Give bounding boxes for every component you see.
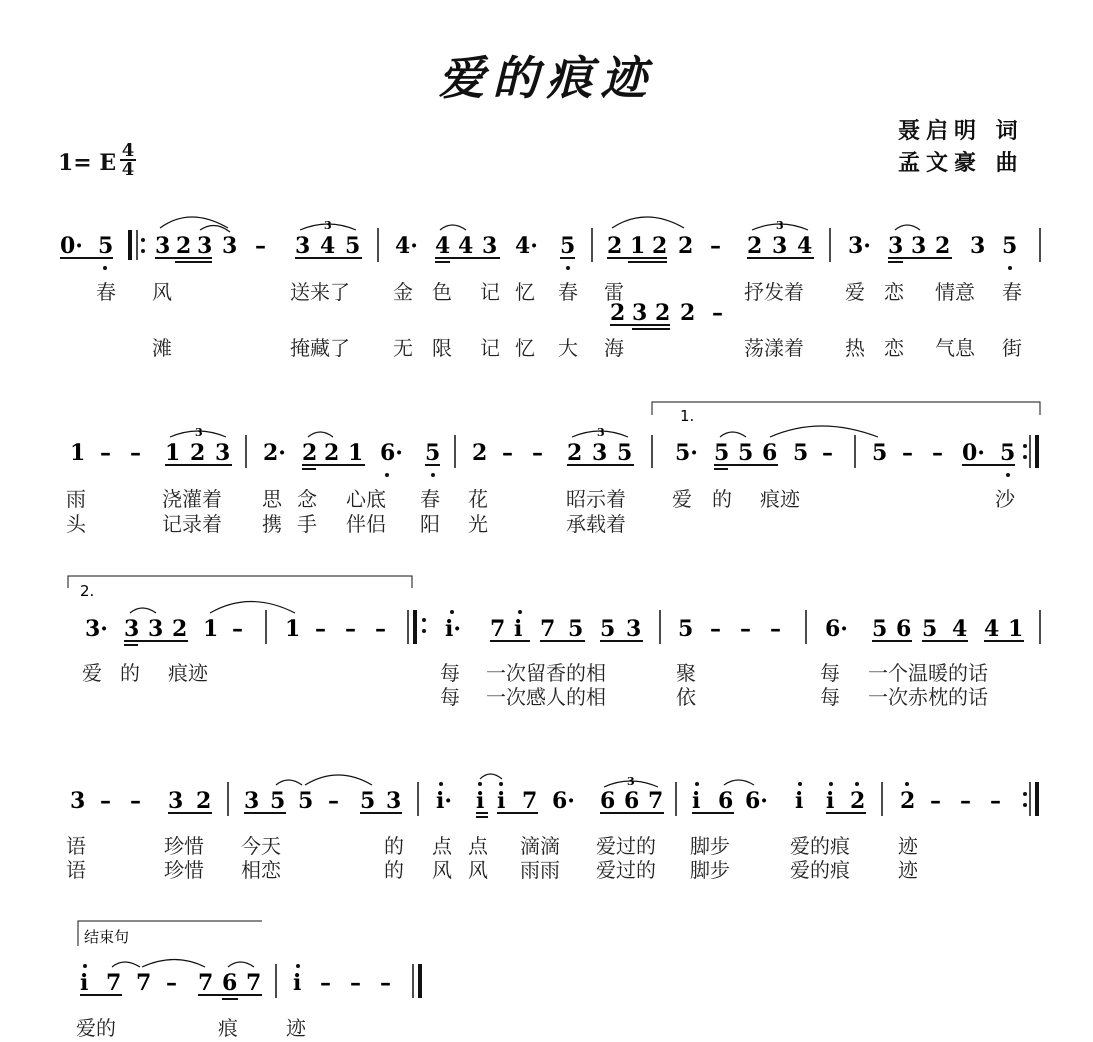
svg-text:5: 5 bbox=[617, 440, 633, 466]
svg-text:–: – bbox=[930, 788, 941, 814]
svg-text:3·: 3· bbox=[85, 616, 108, 642]
lyric: 花 bbox=[468, 487, 488, 511]
svg-text:5: 5 bbox=[738, 440, 754, 466]
svg-text:3: 3 bbox=[482, 233, 498, 259]
svg-text:2: 2 bbox=[652, 233, 668, 259]
svg-text:3: 3 bbox=[215, 440, 231, 466]
lyric: 一次赤枕的话 bbox=[868, 685, 988, 709]
lyric: 恋 bbox=[884, 336, 904, 360]
lyric: 一次感人的相 bbox=[486, 685, 606, 709]
svg-text:3: 3 bbox=[772, 233, 788, 259]
svg-text:i: i bbox=[795, 788, 804, 814]
lyric: 雷 bbox=[604, 280, 624, 304]
svg-text:–: – bbox=[740, 616, 751, 642]
svg-text:3: 3 bbox=[970, 233, 986, 259]
svg-text:3: 3 bbox=[155, 233, 171, 259]
svg-text:3: 3 bbox=[597, 426, 605, 439]
svg-text:2: 2 bbox=[172, 616, 188, 642]
lyric: 抒发着 bbox=[744, 280, 804, 304]
lyric: 念 bbox=[297, 487, 317, 511]
system-4-notes bbox=[70, 774, 1037, 817]
svg-text:5: 5 bbox=[714, 440, 730, 466]
lyric: 送来了 bbox=[290, 280, 350, 304]
lyric: 阳 bbox=[420, 512, 440, 536]
lyric: 雨 bbox=[66, 487, 86, 511]
svg-text:–: – bbox=[255, 233, 266, 259]
lyric: 恋 bbox=[884, 280, 904, 304]
lyric: 昭示着 bbox=[566, 487, 626, 511]
svg-text:–: – bbox=[100, 788, 111, 814]
system-3-notes bbox=[68, 576, 1040, 645]
lyric: 爱的 bbox=[76, 1016, 116, 1040]
lyric: 迹 bbox=[898, 834, 918, 858]
svg-text:2: 2 bbox=[176, 233, 192, 259]
lyric: 滴滴 bbox=[520, 834, 560, 858]
svg-text:–: – bbox=[166, 970, 177, 996]
lyric: 聚 bbox=[676, 661, 696, 685]
lyric: 一次留香的相 bbox=[486, 661, 606, 685]
svg-text:3: 3 bbox=[632, 300, 648, 326]
key-signature: 1= E bbox=[58, 150, 117, 176]
lyric: 头 bbox=[66, 512, 86, 536]
svg-text:–: – bbox=[375, 616, 386, 642]
lyric: 无 bbox=[393, 336, 413, 360]
svg-text:2·: 2· bbox=[263, 440, 286, 466]
svg-text:2: 2 bbox=[850, 788, 866, 814]
svg-text:6·: 6· bbox=[825, 616, 848, 642]
svg-text:3: 3 bbox=[222, 233, 238, 259]
lyric: 手 bbox=[297, 512, 317, 536]
lyric: 脚步 bbox=[690, 858, 730, 882]
lyric: 掩藏了 bbox=[290, 336, 350, 360]
svg-text:–: – bbox=[710, 616, 721, 642]
svg-text:4: 4 bbox=[435, 233, 451, 259]
svg-text:3: 3 bbox=[124, 616, 140, 642]
svg-text:1: 1 bbox=[285, 616, 301, 642]
lyric: 海 bbox=[604, 336, 624, 360]
svg-text:5: 5 bbox=[1002, 233, 1018, 259]
svg-text:6: 6 bbox=[718, 788, 734, 814]
song-title: 爱的痕迹 bbox=[438, 51, 655, 105]
lyric: 迹 bbox=[898, 858, 918, 882]
svg-text:i·: i· bbox=[445, 616, 462, 642]
svg-text:–: – bbox=[130, 440, 141, 466]
coda-label: 结束句 bbox=[84, 928, 130, 946]
lyric: 爱过的 bbox=[596, 858, 656, 882]
lyric: 爱的痕 bbox=[790, 858, 850, 882]
svg-text:2: 2 bbox=[678, 233, 694, 259]
svg-text:3: 3 bbox=[888, 233, 904, 259]
lyric: 风 bbox=[468, 858, 488, 882]
time-sig-bottom: 4 bbox=[121, 159, 135, 180]
time-sig-top: 4 bbox=[121, 140, 135, 161]
svg-text:4·: 4· bbox=[515, 233, 538, 259]
lyric: 大 bbox=[558, 336, 578, 360]
svg-text:–: – bbox=[770, 616, 781, 642]
svg-text:1: 1 bbox=[630, 233, 646, 259]
svg-text:2: 2 bbox=[190, 440, 206, 466]
svg-text:i: i bbox=[514, 616, 523, 642]
lyric: 爱 bbox=[82, 661, 102, 685]
lyric: 滩 bbox=[152, 336, 172, 360]
lyric: 语 bbox=[66, 858, 86, 882]
svg-text:1: 1 bbox=[348, 440, 364, 466]
lyric: 珍惜 bbox=[164, 834, 204, 858]
svg-text:5: 5 bbox=[600, 616, 616, 642]
svg-text:3: 3 bbox=[244, 788, 260, 814]
svg-text:3: 3 bbox=[386, 788, 402, 814]
svg-text:7: 7 bbox=[490, 616, 506, 642]
system-5-notes bbox=[78, 921, 420, 999]
svg-text:4: 4 bbox=[320, 233, 336, 259]
lyric: 语 bbox=[66, 834, 86, 858]
svg-text:3: 3 bbox=[70, 788, 86, 814]
svg-text:3: 3 bbox=[168, 788, 184, 814]
svg-text:5: 5 bbox=[298, 788, 314, 814]
svg-text:–: – bbox=[960, 788, 971, 814]
system-1-notes bbox=[60, 217, 1040, 329]
lyric: 的 bbox=[712, 487, 732, 511]
svg-text:–: – bbox=[710, 233, 721, 259]
svg-text:–: – bbox=[532, 440, 543, 466]
lyric: 气息 bbox=[935, 336, 975, 360]
svg-text:6: 6 bbox=[762, 440, 778, 466]
svg-text:–: – bbox=[990, 788, 1001, 814]
svg-text:3: 3 bbox=[148, 616, 164, 642]
lyric: 每 bbox=[820, 685, 840, 709]
svg-text:–: – bbox=[130, 788, 141, 814]
svg-text:2: 2 bbox=[324, 440, 340, 466]
svg-text:4: 4 bbox=[797, 233, 813, 259]
svg-text:6: 6 bbox=[600, 788, 616, 814]
svg-text:3·: 3· bbox=[848, 233, 871, 259]
lyric: 痕迹 bbox=[760, 487, 800, 511]
svg-text:6·: 6· bbox=[552, 788, 575, 814]
lyric: 街 bbox=[1002, 336, 1022, 360]
lyric: 珍惜 bbox=[164, 858, 204, 882]
svg-text:2: 2 bbox=[747, 233, 763, 259]
svg-text:–: – bbox=[350, 970, 361, 996]
lyric: 限 bbox=[432, 336, 452, 360]
lyric: 一个温暖的话 bbox=[868, 661, 988, 685]
svg-text:5: 5 bbox=[1000, 440, 1016, 466]
svg-text:2: 2 bbox=[567, 440, 583, 466]
lyric: 爱 bbox=[845, 280, 865, 304]
lyric: 脚步 bbox=[690, 834, 730, 858]
svg-text:5: 5 bbox=[360, 788, 376, 814]
svg-text:2: 2 bbox=[900, 788, 916, 814]
lyric: 春 bbox=[1002, 280, 1022, 304]
lyric: 每 bbox=[820, 661, 840, 685]
lyric: 心底 bbox=[346, 487, 386, 511]
svg-text:6: 6 bbox=[222, 970, 238, 996]
svg-text:6: 6 bbox=[624, 788, 640, 814]
lyric: 的 bbox=[384, 858, 404, 882]
lyric: 春 bbox=[96, 280, 116, 304]
lyric: 记录着 bbox=[162, 512, 222, 536]
svg-text:2: 2 bbox=[655, 300, 671, 326]
svg-text:i: i bbox=[293, 970, 302, 996]
svg-text:4·: 4· bbox=[395, 233, 418, 259]
lyric: 每 bbox=[440, 685, 460, 709]
lyric: 金 bbox=[393, 280, 413, 304]
svg-text:–: – bbox=[320, 970, 331, 996]
svg-text:1: 1 bbox=[1008, 616, 1024, 642]
lyric: 春 bbox=[558, 280, 578, 304]
lyric: 浇灌着 bbox=[162, 487, 222, 511]
lyric: 痕迹 bbox=[168, 661, 208, 685]
lyric: 春 bbox=[420, 487, 440, 511]
svg-text:i: i bbox=[80, 970, 89, 996]
svg-text:7: 7 bbox=[198, 970, 214, 996]
svg-text:6·: 6· bbox=[745, 788, 768, 814]
lyric: 风 bbox=[152, 280, 172, 304]
svg-text:7: 7 bbox=[648, 788, 664, 814]
svg-text:–: – bbox=[232, 616, 243, 642]
lyric: 爱过的 bbox=[596, 834, 656, 858]
lyric: 点 bbox=[432, 834, 452, 858]
lyric: 伴侣 bbox=[346, 512, 386, 536]
svg-text:–: – bbox=[502, 440, 513, 466]
svg-text:1: 1 bbox=[165, 440, 181, 466]
lyric: 迹 bbox=[286, 1016, 306, 1040]
svg-text:2: 2 bbox=[196, 788, 212, 814]
svg-text:7: 7 bbox=[540, 616, 556, 642]
svg-text:5: 5 bbox=[270, 788, 286, 814]
lyric: 情意 bbox=[935, 280, 975, 304]
svg-text:3: 3 bbox=[592, 440, 608, 466]
lyric: 思 bbox=[262, 487, 282, 511]
lyric: 雨雨 bbox=[520, 858, 560, 882]
svg-text:2: 2 bbox=[607, 233, 623, 259]
lyric: 的 bbox=[120, 661, 140, 685]
lyric: 痕 bbox=[218, 1016, 238, 1040]
svg-text:3: 3 bbox=[911, 233, 927, 259]
note: 5 bbox=[98, 233, 114, 259]
lyric: 今天 bbox=[241, 834, 281, 858]
lyric: 承载着 bbox=[566, 512, 626, 536]
svg-text:7: 7 bbox=[522, 788, 538, 814]
svg-text:i·: i· bbox=[436, 788, 453, 814]
lyricist-credit: 聂启明 词 bbox=[898, 119, 1024, 144]
svg-text:5: 5 bbox=[568, 616, 584, 642]
svg-text:2: 2 bbox=[472, 440, 488, 466]
svg-text:i: i bbox=[692, 788, 701, 814]
svg-text:5: 5 bbox=[560, 233, 576, 259]
svg-text:7: 7 bbox=[136, 970, 152, 996]
lyric: 相恋 bbox=[241, 858, 281, 882]
lyric: 荡漾着 bbox=[744, 336, 804, 360]
svg-text:2: 2 bbox=[680, 300, 696, 326]
svg-text:3: 3 bbox=[626, 616, 642, 642]
lyric: 忆 bbox=[515, 280, 535, 304]
svg-text:5: 5 bbox=[872, 616, 888, 642]
svg-text:–: – bbox=[345, 616, 356, 642]
svg-text:–: – bbox=[822, 440, 833, 466]
svg-text:3: 3 bbox=[295, 233, 311, 259]
lyric: 热 bbox=[845, 336, 865, 360]
svg-text:–: – bbox=[328, 788, 339, 814]
svg-text:0·: 0· bbox=[962, 440, 985, 466]
composer-credit: 孟文豪 曲 bbox=[898, 151, 1024, 176]
lyric: 记 bbox=[480, 280, 500, 304]
lyric: 依 bbox=[676, 685, 696, 709]
svg-text:7: 7 bbox=[246, 970, 262, 996]
svg-text:5: 5 bbox=[345, 233, 361, 259]
system-2-notes bbox=[70, 402, 1040, 477]
svg-text:5: 5 bbox=[425, 440, 441, 466]
lyric: 风 bbox=[432, 858, 452, 882]
lyric: 沙 bbox=[995, 487, 1015, 511]
svg-text:1: 1 bbox=[70, 440, 86, 466]
svg-text:5: 5 bbox=[678, 616, 694, 642]
svg-text:–: – bbox=[380, 970, 391, 996]
svg-text:3: 3 bbox=[627, 775, 635, 788]
note: 0· bbox=[60, 233, 83, 259]
svg-text:2: 2 bbox=[302, 440, 318, 466]
lyric: 的 bbox=[384, 834, 404, 858]
lyric: 忆 bbox=[515, 336, 535, 360]
svg-text:i: i bbox=[826, 788, 835, 814]
svg-text:–: – bbox=[315, 616, 326, 642]
svg-text:6: 6 bbox=[896, 616, 912, 642]
svg-text:3: 3 bbox=[776, 219, 784, 232]
lyric: 每 bbox=[440, 661, 460, 685]
lyric: 爱 bbox=[672, 487, 692, 511]
svg-text:6·: 6· bbox=[380, 440, 403, 466]
svg-text:1: 1 bbox=[203, 616, 219, 642]
svg-text:5: 5 bbox=[793, 440, 809, 466]
lyric: 色 bbox=[432, 280, 452, 304]
svg-text:7: 7 bbox=[106, 970, 122, 996]
svg-text:5: 5 bbox=[922, 616, 938, 642]
svg-text:3: 3 bbox=[197, 233, 213, 259]
lyric: 点 bbox=[468, 834, 488, 858]
lyric: 光 bbox=[468, 512, 488, 536]
svg-text:i: i bbox=[497, 788, 506, 814]
svg-text:i: i bbox=[476, 788, 485, 814]
volta-1-label: 1. bbox=[680, 407, 695, 425]
svg-text:–: – bbox=[100, 440, 111, 466]
svg-text:3: 3 bbox=[195, 426, 203, 439]
svg-text:4: 4 bbox=[984, 616, 1000, 642]
svg-text:3: 3 bbox=[324, 219, 332, 232]
volta-2-label: 2. bbox=[80, 582, 95, 600]
lyric: 记 bbox=[480, 336, 500, 360]
lyric: 携 bbox=[262, 512, 282, 536]
lyric: 爱的痕 bbox=[790, 834, 850, 858]
svg-text:–: – bbox=[902, 440, 913, 466]
svg-text:2: 2 bbox=[935, 233, 951, 259]
svg-text:4: 4 bbox=[952, 616, 968, 642]
svg-text:5·: 5· bbox=[675, 440, 698, 466]
svg-text:2: 2 bbox=[610, 300, 626, 326]
svg-text:–: – bbox=[932, 440, 943, 466]
svg-text:4: 4 bbox=[458, 233, 474, 259]
svg-text:5: 5 bbox=[872, 440, 888, 466]
svg-text:–: – bbox=[712, 300, 723, 326]
